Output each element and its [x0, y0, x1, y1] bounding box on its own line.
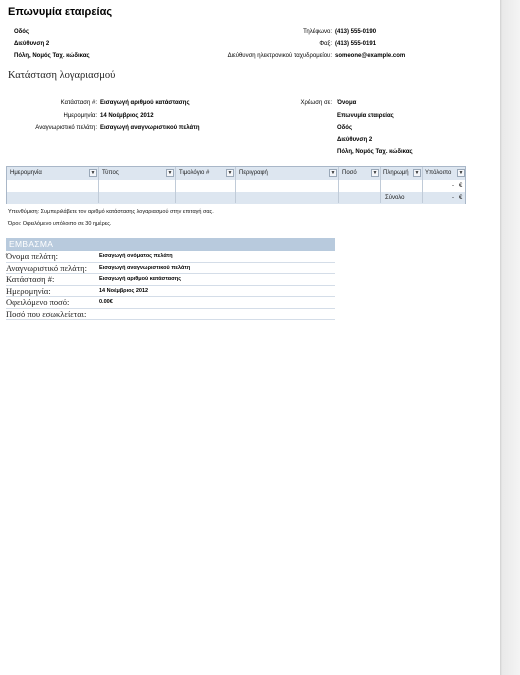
header-type: Τύπος — [102, 170, 119, 176]
page-edge-shadow — [500, 0, 520, 675]
phone-value: (413) 555-0190 — [335, 29, 377, 35]
bill-to-address-2: Διεύθυνση 2 — [337, 137, 373, 143]
customer-id-label: Αναγνωριστικό πελάτη: — [35, 125, 97, 131]
remit-label: Κατάσταση #: — [6, 274, 55, 284]
email-value: someone@example.com — [335, 53, 406, 59]
remit-value: Εισαγωγή αναγνωριστικού πελάτη — [99, 264, 191, 271]
company-street: Οδός — [14, 29, 30, 35]
remit-row-amount-enclosed — [6, 309, 335, 321]
remit-label: Ημερομηνία: — [6, 285, 51, 296]
bill-to-name: Όνομα — [337, 100, 357, 106]
bill-to-street: Οδός — [337, 125, 353, 131]
customer-id-value: Εισαγωγή αναγνωριστικού πελάτη — [100, 125, 200, 131]
statement-date-label: Ημερομηνία: — [63, 113, 97, 119]
header-invoice: Τιμολόγιο # — [179, 170, 210, 176]
remit-label: Οφειλόμενο ποσό: — [6, 297, 70, 307]
statement-number-value: Εισαγωγή αριθμού κατάστασης — [100, 100, 190, 106]
fax-value: (413) 555-0191 — [335, 41, 377, 47]
remit-row-date — [6, 286, 335, 298]
remit-row-customer-id — [6, 263, 335, 275]
company-city: Πόλη, Νομός Ταχ. κώδικας — [14, 53, 90, 59]
header-description: Περιγραφή — [239, 170, 268, 176]
reminder-note: Υπενθύμιση: Συμπεριλάβετε τον αριθμό κατάστασης λογαριασμού στην επιταγή σας. — [8, 209, 214, 215]
filter-date-dropdown-icon[interactable]: ▼ — [90, 170, 96, 176]
remit-label: Όνομα πελάτη: — [6, 251, 59, 261]
total-value: - — [452, 195, 454, 201]
remit-value: Εισαγωγή ονόματος πελάτη — [99, 253, 173, 259]
remit-row-statement-number — [6, 274, 335, 286]
statement-number-label: Κατάσταση #: — [60, 100, 97, 106]
remit-label: Ποσό που εσωκλείεται: — [6, 308, 87, 319]
statement-title: Κατάσταση λογαριασμού — [8, 70, 116, 81]
row-balance-value: - — [452, 183, 454, 189]
bill-to-company: Επωνυμία εταιρείας — [337, 113, 394, 119]
filter-description-dropdown-icon[interactable]: ▼ — [330, 170, 336, 176]
remit-row-customer-name — [6, 251, 335, 263]
remit-value: Εισαγωγή αριθμού κατάστασης — [99, 276, 182, 282]
filter-amount-dropdown-icon[interactable]: ▼ — [372, 170, 378, 176]
remittance-section — [6, 238, 335, 320]
remit-label: Αναγνωριστικό πελάτη: — [6, 262, 87, 273]
company-name: Επωνυμία εταιρείας — [8, 6, 113, 18]
header-date: Ημερομηνία — [10, 170, 42, 176]
total-label: Σύνολο — [385, 195, 405, 201]
statement-date-value: 14 Νοέμβριος 2012 — [100, 113, 154, 119]
filter-payment-dropdown-icon[interactable]: ▼ — [414, 170, 420, 176]
filter-invoice-dropdown-icon[interactable]: ▼ — [227, 170, 233, 176]
bill-to-label: Χρέωση σε: — [300, 100, 332, 106]
header-amount: Ποσό — [342, 170, 357, 176]
terms-note: Όροι: Οφειλόμενο υπόλοιπο σε 30 ημέρες. — [8, 221, 112, 227]
bill-to-city: Πόλη, Νομός Ταχ. κώδικας — [337, 149, 413, 155]
header-payment: Πληρωμή — [383, 170, 409, 176]
remit-value: 0.00€ — [99, 299, 113, 305]
row-balance-currency: € — [459, 183, 463, 189]
transactions-table — [6, 166, 466, 204]
filter-balance-dropdown-icon[interactable]: ▼ — [458, 170, 464, 176]
fax-label: Φαξ: — [319, 41, 332, 47]
remit-value: 14 Νοέμβριος 2012 — [99, 287, 149, 294]
total-currency: € — [459, 195, 463, 201]
remit-row-amount-due — [6, 297, 335, 309]
phone-label: Τηλέφωνο: — [303, 29, 332, 35]
filter-type-dropdown-icon[interactable]: ▼ — [167, 170, 173, 176]
company-address-2: Διεύθυνση 2 — [14, 41, 50, 47]
header-balance: Υπόλοιπο — [425, 170, 452, 176]
remittance-title: ΕΜΒΑΣΜΑ — [6, 238, 335, 251]
email-label: Διεύθυνση ηλεκτρονικού ταχυδρομείου: — [227, 53, 332, 59]
